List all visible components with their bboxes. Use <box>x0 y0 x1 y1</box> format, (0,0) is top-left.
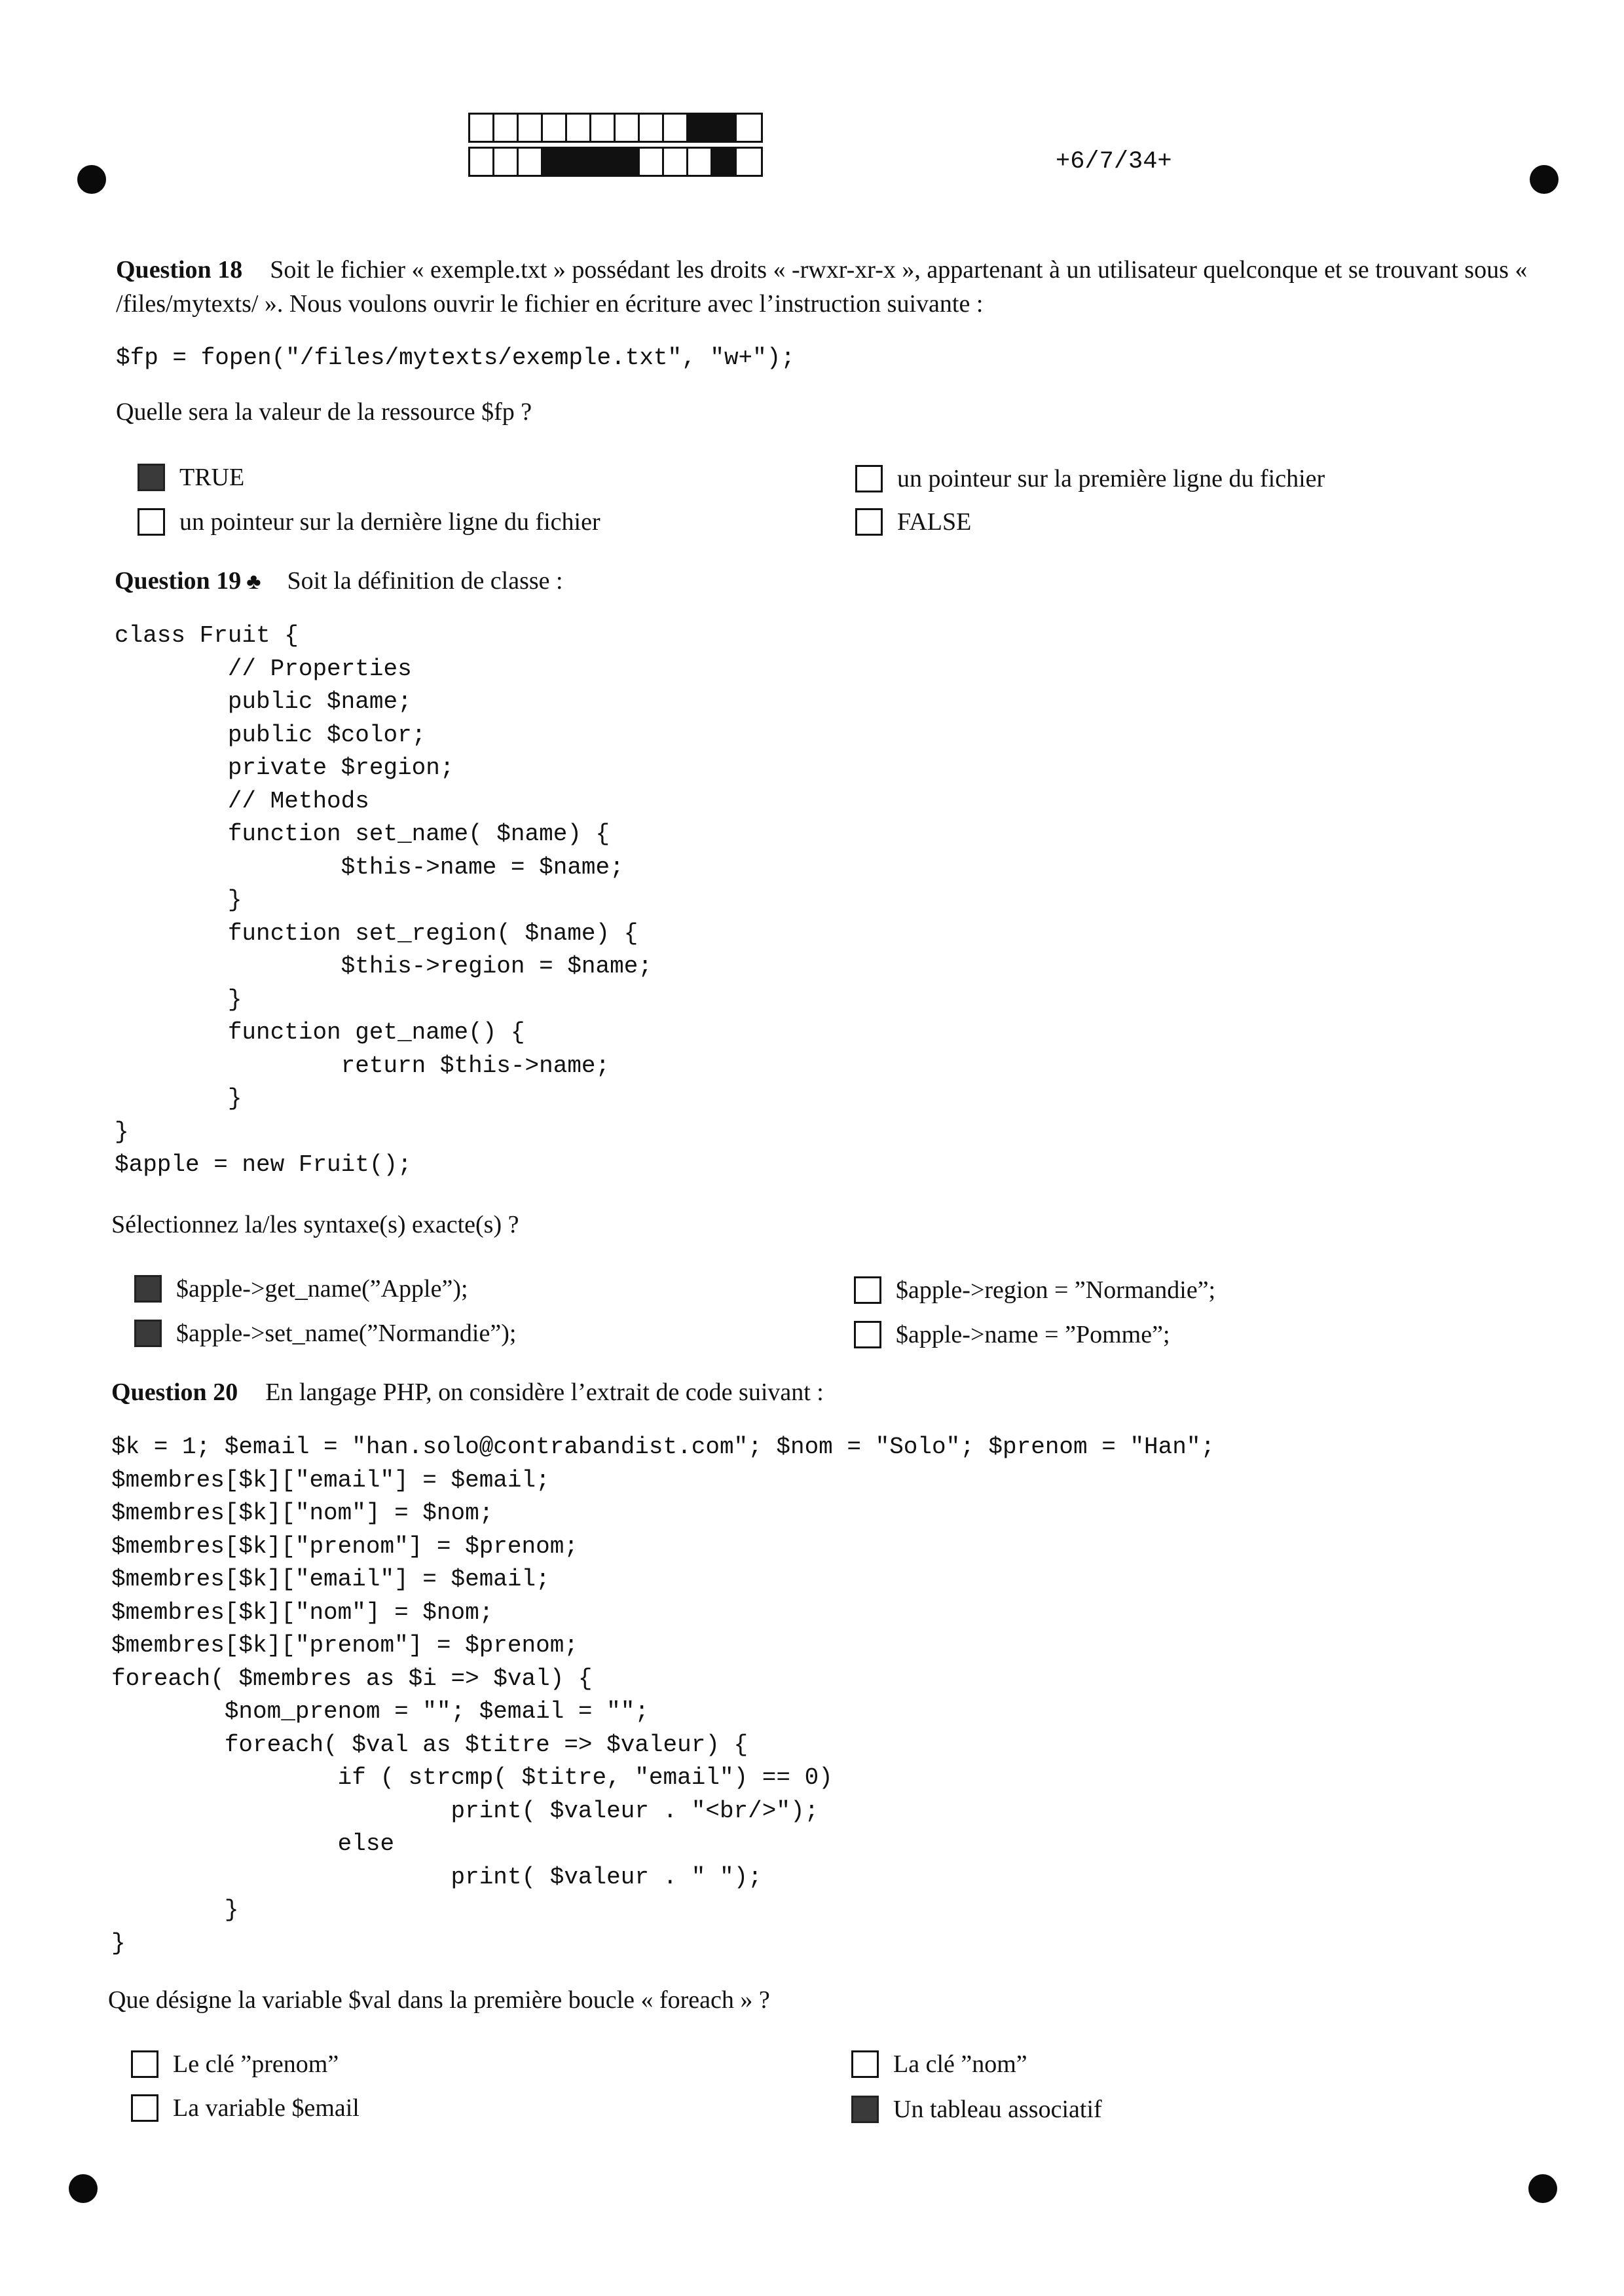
id-grid-cell <box>543 149 567 175</box>
id-grid-cell <box>664 115 688 141</box>
q19-option-1[interactable] <box>134 1272 468 1306</box>
id-grid-cell <box>616 149 640 175</box>
q19-option-4[interactable] <box>854 1318 1170 1352</box>
q18-option-3[interactable] <box>855 462 1325 496</box>
question-19-label: Question 19 <box>115 567 242 595</box>
id-grid-cell <box>494 115 519 141</box>
q19-option-3-label: $apple->region = ”Normandie”; <box>896 1276 1216 1304</box>
id-grid-cell <box>591 149 616 175</box>
registration-mark-bottom-right <box>1528 2174 1557 2203</box>
id-grid-cell <box>737 115 761 141</box>
q18-option-1-label: TRUE <box>179 464 245 491</box>
id-grid-cell <box>470 149 494 175</box>
id-grid-cell <box>737 149 761 175</box>
page-id: +6/7/34+ <box>1056 148 1172 176</box>
q18-option-2-checkbox[interactable] <box>138 508 165 536</box>
q19-option-1-label: $apple->get_name(”Apple”); <box>176 1275 468 1303</box>
q20-option-3-label: La clé ”nom” <box>893 2050 1027 2078</box>
q19-option-2-checkbox[interactable] <box>134 1320 162 1347</box>
id-grid-cell <box>519 115 543 141</box>
id-grid-cell <box>712 149 737 175</box>
q18-option-4[interactable] <box>855 505 971 539</box>
question-20-text: En langage PHP, on considère l’extrait de code suivant : <box>265 1379 824 1406</box>
id-grid-bottom <box>468 147 763 177</box>
question-20-code: $k = 1; $email = "han.solo@contrabandist.com"; $nom = "Solo"; $prenom = "Han"; $membres[$k]["email"] = $email; $membres[$k]["nom"] = $nom; $membres[$k]["prenom"] = $prenom; $membres[$k]["email"] = $email; $membres[$k]["nom"] = $nom; $membres[$k]["prenom"] = $prenom; foreach( $membres as $i => $val) { $nom_prenom = ""; $email = ""; foreach( $val as $titre => $valeur) { if ( strcmp( $titre, "email") == 0) print( $valeur . "<br/>"); else print( $valeur . " "); } } <box>111 1434 1215 1957</box>
id-grid-cell <box>640 149 664 175</box>
question-18 <box>116 253 1543 321</box>
q18-option-4-label: FALSE <box>897 508 972 536</box>
id-grid-cell <box>519 149 543 175</box>
q18-option-4-checkbox[interactable] <box>855 508 883 536</box>
id-grid-cell <box>543 115 567 141</box>
q18-option-2-label: un pointeur sur la dernière ligne du fichier <box>179 508 600 536</box>
q20-option-1-checkbox[interactable] <box>131 2050 158 2078</box>
id-grid-cell <box>567 115 591 141</box>
q20-option-1[interactable] <box>131 2047 339 2081</box>
id-grid-cell <box>688 115 712 141</box>
id-grid-cell <box>470 115 494 141</box>
question-19-prompt: Sélectionnez la/les syntaxe(s) exacte(s) ? <box>111 1211 519 1238</box>
q19-option-4-checkbox[interactable] <box>854 1321 881 1348</box>
q20-option-3-checkbox[interactable] <box>851 2050 879 2078</box>
q19-option-3-checkbox[interactable] <box>854 1276 881 1304</box>
q19-option-2[interactable] <box>134 1316 516 1350</box>
q20-option-4-checkbox[interactable] <box>851 2096 879 2123</box>
question-18-code: $fp = fopen("/files/mytexts/exemple.txt", "w+"); <box>116 344 795 371</box>
registration-mark-top-right <box>1530 165 1559 194</box>
q18-option-3-label: un pointeur sur la première ligne du fichier <box>897 465 1325 492</box>
q20-option-4[interactable] <box>851 2092 1102 2126</box>
q19-option-3[interactable] <box>854 1273 1215 1307</box>
id-grid-cell <box>567 149 591 175</box>
question-20-prompt: Que désigne la variable $val dans la première boucle « foreach » ? <box>108 1986 770 2014</box>
registration-mark-top-left <box>77 165 106 194</box>
question-20 <box>111 1375 1539 1409</box>
id-grid-cell <box>688 149 712 175</box>
q20-option-3[interactable] <box>851 2047 1027 2081</box>
id-grid-cell <box>712 115 737 141</box>
q20-option-2[interactable] <box>131 2091 360 2125</box>
id-grid-cell <box>616 115 640 141</box>
q20-option-1-label: Le clé ”prenom” <box>173 2050 339 2078</box>
question-19-code: class Fruit { // Properties public $name; public $color; private $region; // Methods function set_name( $name) { $this->name = $name; } function set_region( $name) { $this->region = $name; } function get_name() { return $this->name; } } $apple = new Fruit(); <box>115 622 652 1178</box>
q19-option-2-label: $apple->set_name(”Normandie”); <box>176 1320 517 1347</box>
q18-option-3-checkbox[interactable] <box>855 465 883 492</box>
question-18-prompt: Quelle sera la valeur de la ressource $fp ? <box>116 398 532 426</box>
q18-option-1-checkbox[interactable] <box>138 464 165 491</box>
question-19-text: Soit la définition de classe : <box>287 567 563 595</box>
id-grid-cell <box>591 115 616 141</box>
id-grid-top <box>468 113 763 143</box>
question-20-label: Question 20 <box>111 1379 238 1406</box>
q18-option-1[interactable] <box>138 460 244 494</box>
q20-option-2-checkbox[interactable] <box>131 2094 158 2122</box>
q19-option-1-checkbox[interactable] <box>134 1275 162 1303</box>
question-19 <box>115 564 1542 599</box>
id-grid-cell <box>494 149 519 175</box>
registration-mark-bottom-left <box>69 2174 98 2203</box>
id-grid-cell <box>664 149 688 175</box>
q18-option-2[interactable] <box>138 505 600 539</box>
id-grid-cell <box>640 115 664 141</box>
q20-option-4-label: Un tableau associatif <box>893 2096 1102 2123</box>
question-18-text: Soit le fichier « exemple.txt » possédant les droits « -rwxr-xr-x », appartenant à un utilisateur quelconque et se trouvant sous « /files/mytexts/ ». Nous voulons ouvrir le fichier en écriture avec l’instruction suivante : <box>116 256 1528 318</box>
q19-option-4-label: $apple->name = ”Pomme”; <box>896 1321 1170 1348</box>
club-icon: ♣ <box>246 570 261 594</box>
question-18-label: Question 18 <box>116 256 243 284</box>
q20-option-2-label: La variable $email <box>173 2094 360 2122</box>
